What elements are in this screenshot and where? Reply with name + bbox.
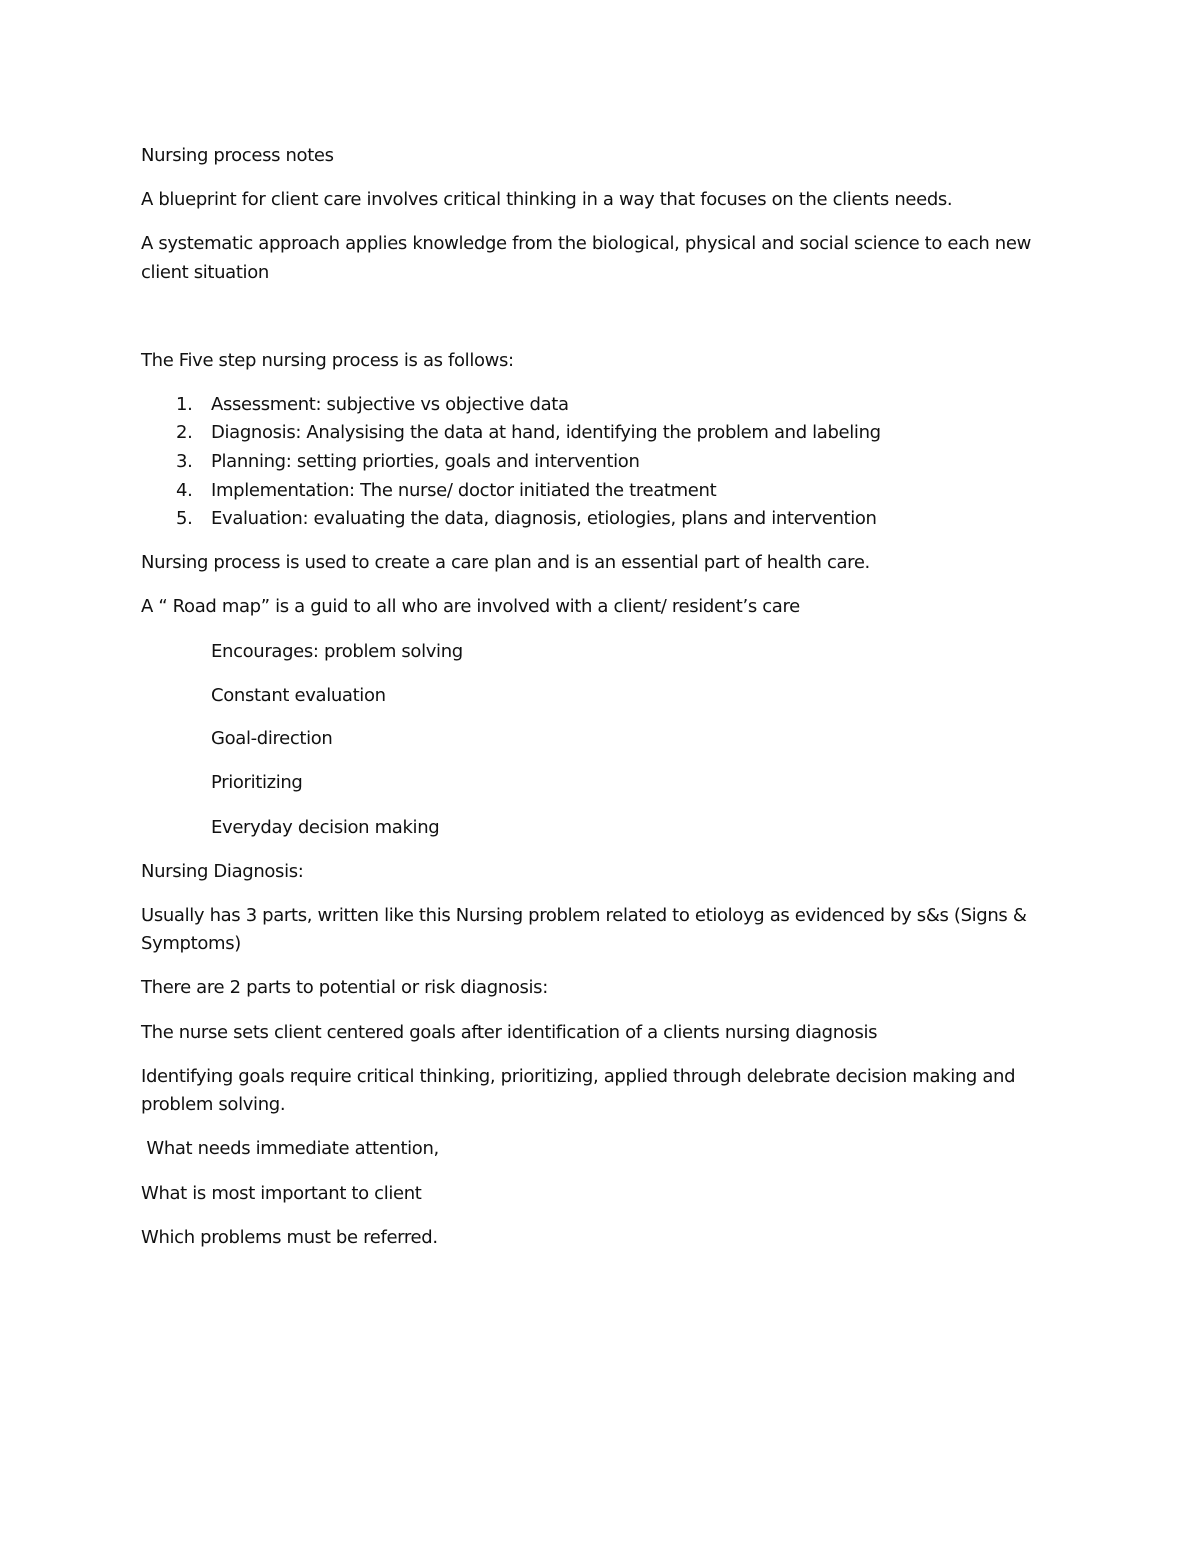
list-item: Encourages: problem solving — [211, 641, 463, 662]
step-text: Diagnosis: Analysising the data at hand, identifying the problem and labeling — [211, 422, 881, 443]
list-item: Constant evaluation — [211, 685, 386, 706]
identifying-paragraph-line-1: Identifying goals require critical thinking, prioritizing, applied through delebrate decision making and — [141, 1066, 1016, 1087]
list-item: Goal-direction — [211, 728, 333, 749]
road-map-paragraph: A “ Road map” is a guid to all who are involved with a client/ resident’s care — [141, 596, 800, 617]
intro-paragraph-1: A blueprint for client care involves critical thinking in a way that focuses on the clients needs. — [141, 189, 953, 210]
goals-paragraph: The nurse sets client centered goals after identification of a clients nursing diagnosis — [141, 1022, 878, 1043]
list-item: Prioritizing — [211, 772, 303, 793]
document-title: Nursing process notes — [141, 145, 334, 166]
step-text: Implementation: The nurse/ doctor initiated the treatment — [211, 480, 717, 501]
list-item: What is most important to client — [141, 1183, 422, 1204]
parts-paragraph-line-1: Usually has 3 parts, written like this Nursing problem related to etioloyg as evidenced by s&s (Signs & — [141, 905, 1027, 926]
step-number: 1. — [176, 394, 193, 415]
step-text: Planning: setting priorties, goals and intervention — [211, 451, 640, 472]
risk-diagnosis-paragraph: There are 2 parts to potential or risk diagnosis: — [141, 977, 548, 998]
list-item: What needs immediate attention, — [141, 1138, 439, 1159]
identifying-paragraph-line-2: problem solving. — [141, 1094, 286, 1115]
step-number: 5. — [176, 508, 193, 529]
step-text: Assessment: subjective vs objective data — [211, 394, 569, 415]
list-item: Everyday decision making — [211, 817, 440, 838]
steps-heading: The Five step nursing process is as follows: — [141, 350, 514, 371]
step-number: 3. — [176, 451, 193, 472]
step-number: 2. — [176, 422, 193, 443]
intro-paragraph-2-line-1: A systematic approach applies knowledge from the biological, physical and social science to each new — [141, 233, 1031, 254]
intro-paragraph-2-line-2: client situation — [141, 262, 269, 283]
parts-paragraph-line-2: Symptoms) — [141, 933, 241, 954]
step-text: Evaluation: evaluating the data, diagnosis, etiologies, plans and intervention — [211, 508, 877, 529]
diagnosis-heading: Nursing Diagnosis: — [141, 861, 304, 882]
care-plan-paragraph: Nursing process is used to create a care plan and is an essential part of health care. — [141, 552, 870, 573]
step-number: 4. — [176, 480, 193, 501]
list-item: Which problems must be referred. — [141, 1227, 438, 1248]
